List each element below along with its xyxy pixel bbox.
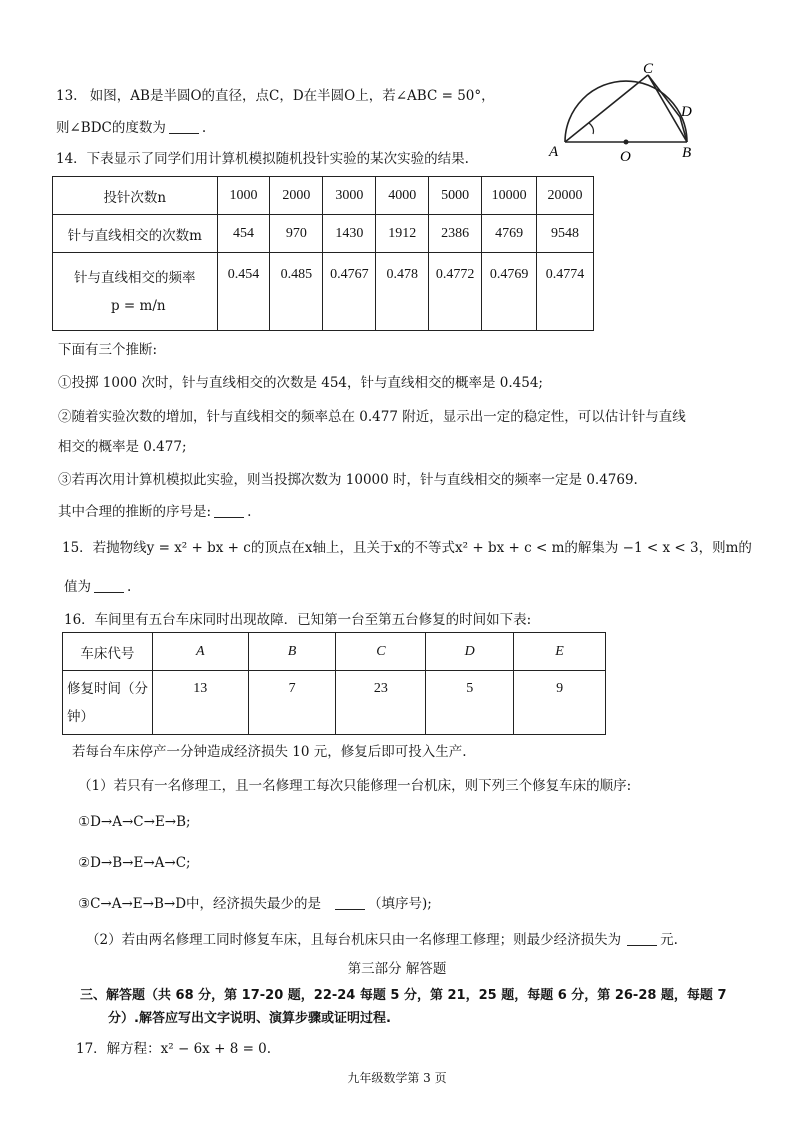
time-cell: 5	[426, 671, 514, 735]
p-cell: 0.478	[376, 253, 429, 331]
q14-inference-2a: ②随着实验次数的增加，针与直线相交的频率总在 0.477 附近，显示出一定的稳定性，可以估计针与直线	[58, 409, 686, 425]
q16-loss-note: 若每台车床停产一分钟造成经济损失 10 元，修复后即可投入生产.	[72, 744, 467, 760]
row-label-p	[53, 253, 218, 331]
row-label-m: 针与直线相交的次数m	[53, 215, 218, 253]
q13-line2	[56, 118, 206, 138]
q13-text1: 如图，AB是半圆O的直径，点C，D在半圆O上，若∠ABC = 50°，	[89, 88, 495, 104]
q14-question	[58, 502, 251, 522]
row-label-n: 投针次数n	[53, 177, 218, 215]
time-header-a: 修复时间（分	[67, 680, 148, 697]
code-cell: E	[514, 633, 606, 671]
m-cell: 970	[270, 215, 323, 253]
q14-inferences-title: 下面有三个推断:	[58, 342, 158, 358]
q14-inference-2b: 相交的概率是 0.477;	[58, 439, 187, 455]
p-cell: 0.454	[217, 253, 270, 331]
q17-text: 17．解方程：x² − 6x + 8 = 0.	[76, 1041, 272, 1057]
q14-row-n	[53, 177, 594, 215]
n-cell: 5000	[429, 177, 482, 215]
label-d: D	[681, 104, 692, 120]
q16-row-times	[63, 671, 606, 735]
m-cell: 2386	[429, 215, 482, 253]
q14-question-text: 其中合理的推断的序号是:	[58, 504, 212, 520]
q14-intro: 14．下表显示了同学们用计算机模拟随机投针实验的某次实验的结果.	[56, 151, 469, 167]
p-cell: 0.4767	[323, 253, 376, 331]
q13-period: .	[201, 120, 207, 136]
time-cell: 13	[152, 671, 248, 735]
p-formula: p = m/n	[111, 297, 166, 314]
time-cell: 9	[514, 671, 606, 735]
q15-line2-text: 值为	[64, 579, 91, 595]
angle-mark	[589, 123, 594, 134]
q16-answer-blank-1	[335, 895, 365, 910]
q14-table	[52, 176, 594, 331]
n-cell: 2000	[270, 177, 323, 215]
q16-order-1: ①D→A→C→E→B;	[78, 814, 191, 830]
code-header: 车床代号	[63, 633, 153, 671]
section3-title: 第三部分 解答题	[347, 961, 447, 977]
q14-answer-blank	[214, 503, 244, 518]
code-cell: C	[336, 633, 426, 671]
n-cell: 10000	[482, 177, 537, 215]
m-cell: 1912	[376, 215, 429, 253]
q16-intro: 16．车间里有五台车床同时出现故障．已知第一台至第五台修复的时间如下表:	[64, 612, 532, 628]
q16-part2-text: （2）若由两名修理工同时修复车床，且每台机床只由一名修理工修理；则最少经济损失为	[86, 932, 622, 948]
q16-order-3-end: （填序号);	[368, 896, 432, 912]
q13-answer-blank	[169, 119, 199, 134]
q16-answer-blank-2	[627, 931, 657, 946]
center-point	[624, 140, 629, 145]
chord-ac	[565, 75, 648, 142]
section3-instructions-1: 三、解答题（共 68 分，第 17-20 题，22-24 每题 5 分，第 21，25 题，每题 6 分，第 26-28 题，每题 7	[80, 988, 727, 1003]
q16-part2	[86, 930, 678, 950]
semicircle-figure	[545, 62, 725, 162]
time-cell: 23	[336, 671, 426, 735]
n-cell: 4000	[376, 177, 429, 215]
label-a: A	[549, 144, 559, 160]
q16-table	[62, 632, 606, 735]
n-cell: 1000	[217, 177, 270, 215]
q16-order-3	[78, 894, 432, 914]
q13-line1	[56, 86, 495, 106]
label-b: B	[682, 145, 692, 161]
section3-instructions-2: 分）.解答应写出文字说明、演算步骤或证明过程.	[108, 1011, 391, 1026]
p-cell: 0.4769	[482, 253, 537, 331]
q16-part2-end: 元.	[660, 932, 678, 948]
q13-number: 13.	[56, 88, 78, 104]
p-cell: 0.4772	[429, 253, 482, 331]
label-c: C	[643, 62, 654, 77]
chord-cd	[648, 75, 680, 117]
time-header-b: 钟）	[67, 708, 94, 725]
q14-row-p	[53, 253, 594, 331]
m-cell: 454	[217, 215, 270, 253]
page-footer: 九年级数学第 3 页	[347, 1071, 447, 1085]
q13-text2: 则∠BDC的度数为	[56, 120, 166, 136]
time-cell: 7	[248, 671, 336, 735]
label-o: O	[620, 149, 631, 162]
q16-row-codes	[63, 633, 606, 671]
code-cell: D	[426, 633, 514, 671]
n-cell: 3000	[323, 177, 376, 215]
q15-answer-blank	[94, 578, 124, 593]
m-cell: 4769	[482, 215, 537, 253]
time-header	[63, 671, 153, 735]
code-cell: A	[152, 633, 248, 671]
m-cell: 1430	[323, 215, 376, 253]
q16-order-2: ②D→B→E→A→C;	[78, 855, 191, 871]
q15-line1: 15．若抛物线y = x² + bx + c的顶点在x轴上，且关于x的不等式x² + bx + c < m的解集为 −1 < x < 3，则m的	[62, 540, 752, 556]
m-cell: 9548	[537, 215, 594, 253]
n-cell: 20000	[537, 177, 594, 215]
q14-inference-3: ③若再次用计算机模拟此实验，则当投掷次数为 10000 时，针与直线相交的频率一定是 0.4769.	[58, 472, 638, 488]
row-label-p-text: 针与直线相交的频率	[74, 269, 196, 286]
p-cell: 0.485	[270, 253, 323, 331]
p-cell: 0.4774	[537, 253, 594, 331]
q16-part1: （1）若只有一名修理工，且一名修理工每次只能修理一台机床，则下列三个修复车床的顺序:	[78, 778, 632, 794]
code-cell: B	[248, 633, 336, 671]
q14-row-m	[53, 215, 594, 253]
q14-inference-1: ①投掷 1000 次时，针与直线相交的次数是 454，针与直线相交的概率是 0.454;	[58, 375, 543, 391]
q16-order-3-text: ③C→A→E→B→D中，经济损失最少的是	[78, 896, 322, 912]
q14-period: .	[247, 504, 252, 520]
q15-line2	[64, 577, 131, 597]
q15-period: .	[127, 579, 132, 595]
